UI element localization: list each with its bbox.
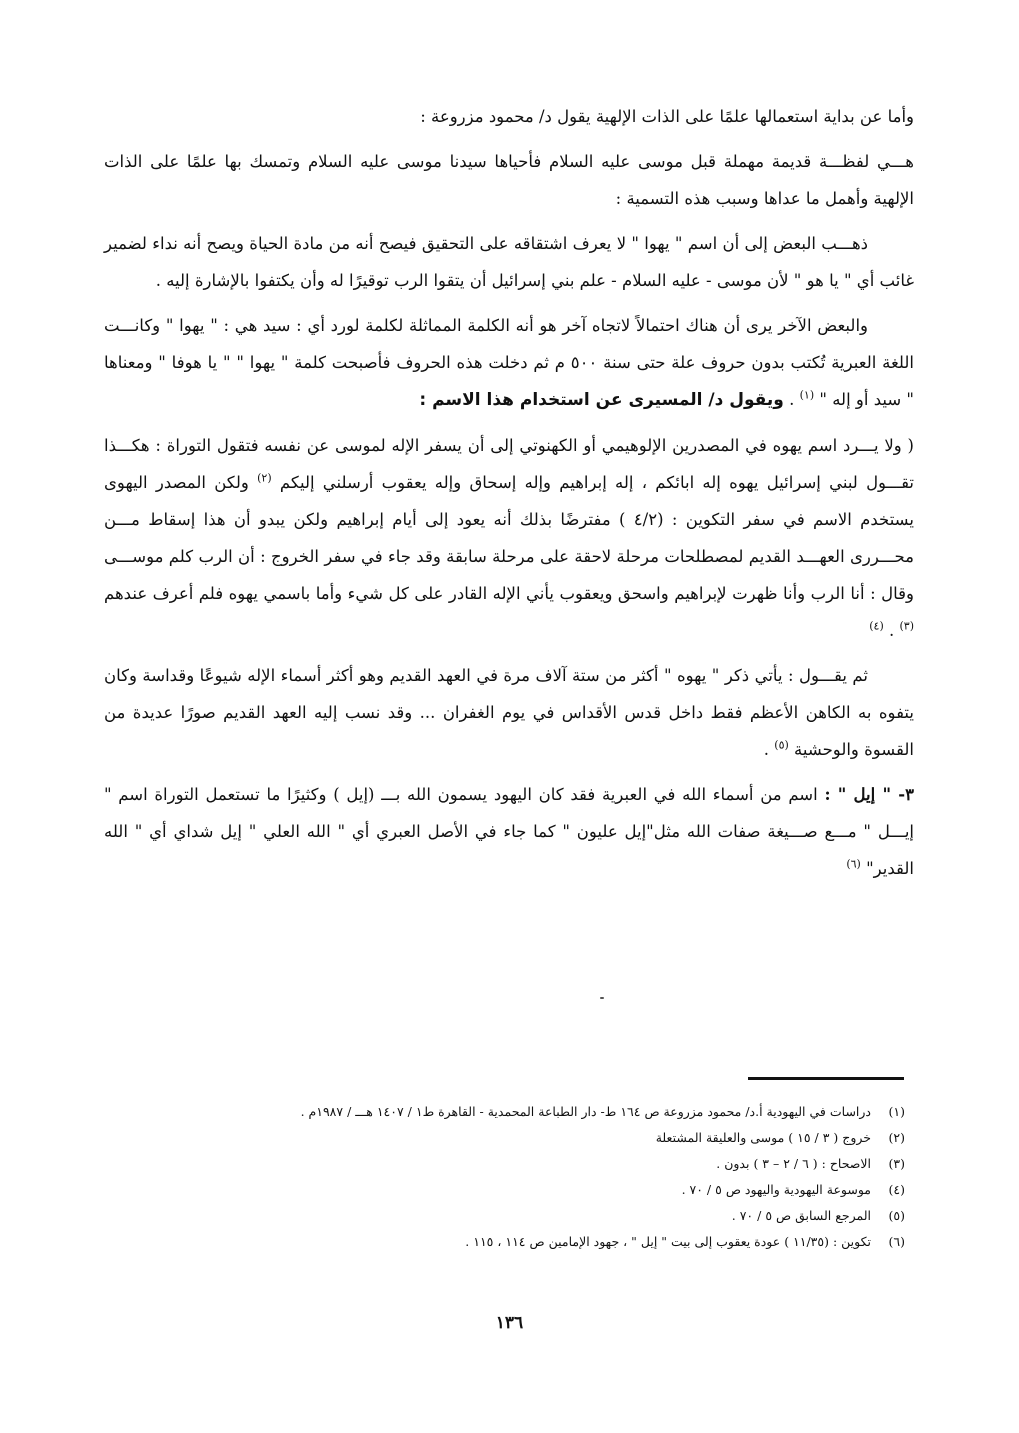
footnote-number: (٣) [888, 1156, 905, 1171]
footnotes-list [160, 1099, 905, 1255]
footnote-text: تكوين : (١١/٣٥ ) عودة يعقوب إلى بيت " إيل " ، جهود الإمامين ص ١١٤ ، ١١٥ . [465, 1234, 871, 1249]
paragraph-second-opinion [104, 307, 914, 419]
footnote-text: المرجع السابق ص ٥ / ٧٠ . [731, 1208, 871, 1223]
footnote-item [160, 1151, 905, 1177]
footnote-separator [748, 1077, 904, 1080]
scan-speck [600, 997, 604, 999]
footnote-item [160, 1203, 905, 1229]
handwritten-note: ويقول د/ المسيرى عن استخدام هذا الاسم : [419, 390, 784, 410]
section-lead: ٣- " إيل " : [824, 785, 914, 804]
footnote-number: (٢) [888, 1130, 905, 1145]
paragraph-text: اسم من أسماء الله في العبرية فقد كان اليهود يسمون الله بـــ (إيل ) وكثيرًا ما تستعمل التوراة اسم " إيـــل " مـــع صـــيغة صفات الله مثل"إيل عليون " كما جاء في الأصل العبري أي " الله العلي " إيل شداي أي " الله القدير" [104, 785, 914, 878]
footnote-item [160, 1229, 905, 1255]
paragraph-definition [104, 143, 914, 217]
paragraph-yahweh-frequency [104, 657, 914, 768]
paragraph-text: والبعض الآخر يرى أن هناك احتمالاً لاتجاه آخر هو أنه الكلمة المماثلة لكلمة لورد أي : سيد هي : " يهوا " وكانـــت اللغة العبرية تُكتب بدون حروف علة حتى سنة ٥٠٠ م ثم دخلت هذه الحروف فأصبحت كلمة " يهوا " " يا هوفا " ومعناها " سيد أو إله " [104, 316, 914, 409]
paragraph-text: ( ولا يـــرد اسم يهوه في المصدرين الإلوهيمي أو الكهنوتي إلى أن يسفر الإله لموسى عن نفسه فتقول التوراة : هكـــذا تقـــول لبني إسرائيل يهوه إله ابائكم ، إله إبراهيم وإله إسحاق وإله يعقوب أرسلني إليكم [104, 436, 915, 492]
footnote-text: دراسات في اليهودية أ.د/ محمود مزروعة ص ١٦٤ ط- دار الطباعة المحمدية - القاهرة ط١ / ١٤٠٧ هـــ / ١٩٨٧م . [300, 1104, 871, 1119]
paragraph-el [104, 776, 914, 887]
footnote-ref: (١) [799, 388, 815, 402]
body-text [104, 98, 914, 895]
footnote-number: (٥) [888, 1208, 905, 1223]
paragraph-tail: . [789, 390, 795, 409]
footnote-text: خروج ( ٣ / ١٥ ) موسى والعليقة المشتعلة [655, 1130, 871, 1145]
footnote-text: الاصحاح : ( ٦ / ٢ – ٣ ) بدون . [716, 1156, 871, 1171]
paragraph-text: هـــي لفظـــة قديمة مهملة قبل موسى عليه السلام فأحياها سيدنا موسى عليه السلام وتمسك بها علمًا على الذات الإلهية وأهمل ما عداها وسبب هذه التسمية : [104, 152, 914, 208]
paragraph-first-opinion [104, 225, 914, 299]
paragraph-intro [104, 98, 914, 135]
separator: . [888, 621, 895, 640]
paragraph-text-continued: ولكن المصدر اليهوى يستخدم الاسم في سفر التكوين : (٤/٢ ) مفترضًا بذلك أنه يعود إلى أيام إبراهيم ولكن يبدو أن هذا إسقاط مـــن محـــررى العهـــد القديم لمصطلحات مرحلة لاحقة على مرحلة سابقة وقد جاء في سفر الخروج : أن الرب كلم موســـى وقال : أنا الرب وأنا ظهرت لإبراهيم واسحق ويعقوب يأني الإله القادر على كل شيء وأما باسمي يهوه فلم أعرف عندهم [104, 473, 914, 603]
footnote-ref: (٦) [846, 857, 861, 871]
footnote-number: (٦) [888, 1234, 905, 1249]
paragraph-quote-masiri [104, 427, 914, 649]
paragraph-text: ثم يقـــول : يأتي ذكر " يهوه " أكثر من ستة آلاف مرة في العهد القديم وهو أكثر أسماء الإله شيوعًا وقداسة وكان يتفوه به الكاهن الأعظم فقط داخل قدس الأقداس في يوم الغفران ... وقد نسب إليه العهد القديم صورًا عديدة من القسوة والوحشية [104, 666, 914, 759]
footnote-number: (٤) [888, 1182, 905, 1197]
footnote-ref: (٥) [774, 738, 789, 752]
page-number: ١٣٦ [495, 1313, 524, 1333]
footnote-text: موسوعة اليهودية واليهود ص ٥ / ٧٠ . [681, 1182, 871, 1197]
footnote-item [160, 1125, 905, 1151]
footnote-number: (١) [888, 1104, 905, 1119]
footnote-item [160, 1177, 905, 1203]
paragraph-text: ذهـــب البعض إلى أن اسم " يهوا " لا يعرف اشتقاقه على التحقيق فيصح أنه من مادة الحياة ويصح أنه نداء لضمير غائب أي " يا هو " لأن موسى - عليه السلام - علم بني إسرائيل أن يتقوا الرب توقيرًا له وأن يكتفوا بالإشارة إليه . [104, 234, 914, 290]
footnote-ref: (٤) [869, 619, 884, 633]
paragraph-text: وأما عن بداية استعمالها علمًا على الذات الإلهية يقول د/ محمود مزروعة : [420, 107, 914, 126]
footnote-ref: (٢) [257, 471, 272, 485]
footnote-ref: (٣) [899, 619, 914, 633]
footnote-item [160, 1099, 905, 1125]
paragraph-tail: . [763, 740, 770, 759]
